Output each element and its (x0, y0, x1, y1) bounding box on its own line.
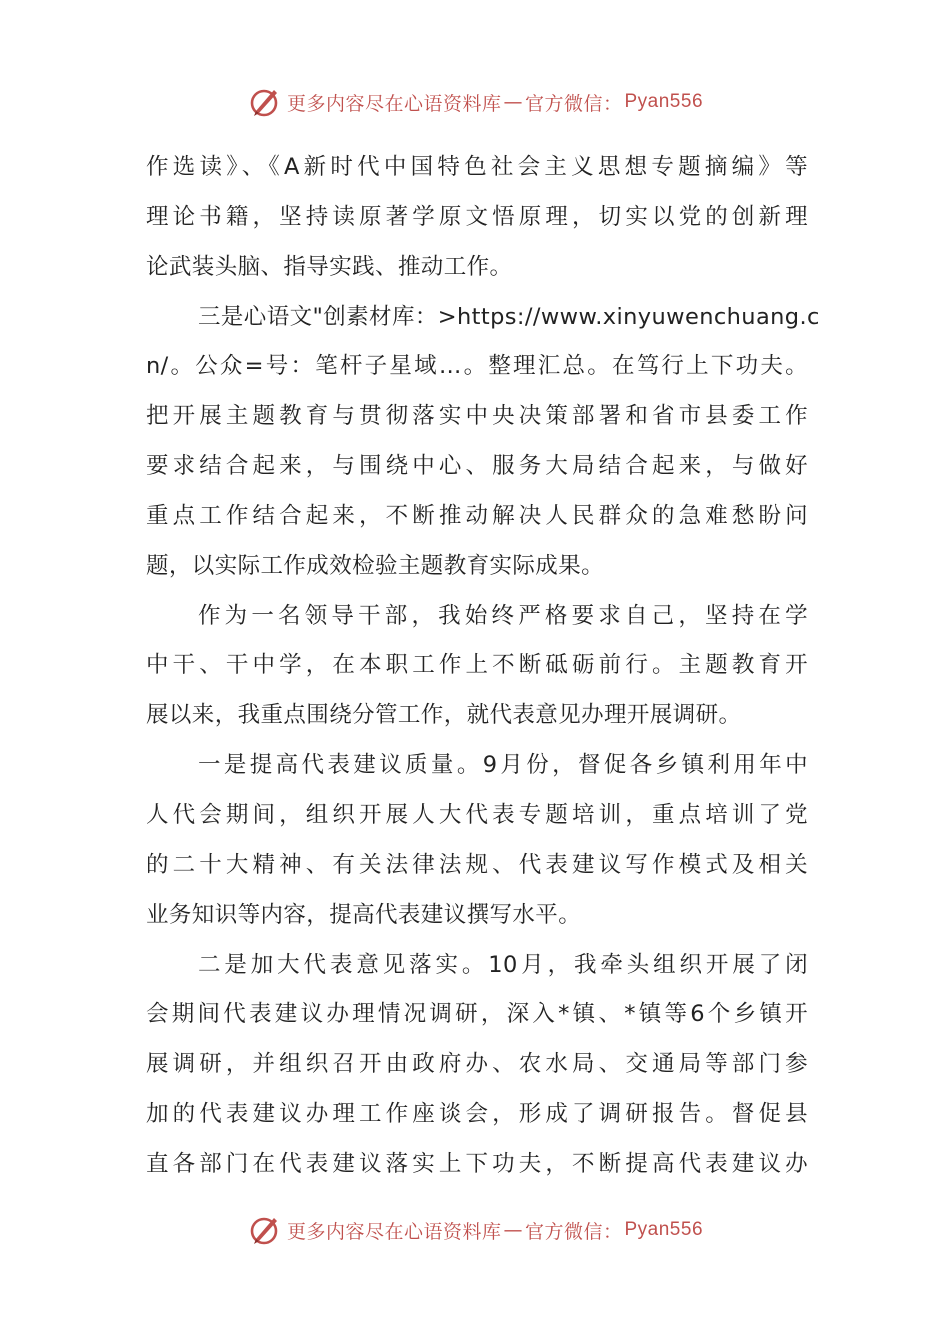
text-line: 展以来，我重点围绕分管工作，就代表意见办理开展调研。 (146, 702, 742, 729)
watermark-text: 更多内容尽在心语资料库 (286, 92, 502, 115)
text-line: 一是提高代表建议质量。9月份，督促各乡镇利用年中 (198, 752, 808, 779)
text-line: 直各部门在代表建议落实上下功夫，不断提高代表建议办 (146, 1150, 808, 1177)
text-line: 论武装头脑、指导实践、推动工作。 (146, 253, 513, 280)
text-line: n/。公众=号：笔杆子星域…。整理汇总。在笃行上下功夫。 (146, 353, 808, 380)
watermark-label: 官方微信： (524, 1220, 623, 1243)
watermark-separator: — (503, 1219, 523, 1241)
text-line: 的二十大精神、有关法律法规、代表建议写作模式及相关 (146, 851, 808, 878)
text-line: 要求结合起来，与围绕中心、服务大局结合起来，与做好 (146, 453, 808, 480)
text-line: 中干、干中学，在本职工作上不断砥砺前行。主题教育开 (146, 652, 808, 679)
text-line: 人代会期间，组织开展人大代表专题培训，重点培训了党 (146, 801, 808, 828)
header-watermark (0, 82, 950, 122)
text-line: 理论书籍，坚持读原著学原文悟原理，切实以党的创新理 (146, 203, 808, 230)
pen-logo-icon (247, 1212, 283, 1248)
text-line: 加的代表建议办理工作座谈会，形成了调研报告。督促县 (146, 1101, 808, 1128)
text-line: 作选读》、《A新时代中国特色社会主义思想专题摘编》等 (146, 154, 808, 180)
document-body (146, 143, 820, 1190)
text-line: 重点工作结合起来，不断推动解决人民群众的急难愁盼问 (146, 502, 808, 529)
text-line: 业务知识等内容，提高代表建议撰写水平。 (146, 901, 582, 928)
watermark-separator: — (503, 91, 523, 113)
pen-logo-icon (247, 84, 283, 120)
text-line: 三是心语文"创素材库：>https://www.xinyuwenchuang.c (198, 303, 820, 330)
text-line: 二是加大代表意见落实。10月，我牵头组织开展了闭 (198, 951, 808, 978)
text-line: 作为一名领导干部，我始终严格要求自己，坚持在学 (198, 602, 808, 629)
watermark-id: Pyan556 (624, 1219, 704, 1240)
text-line: 展调研，并组织召开由政府办、农水局、交通局等部门参 (146, 1051, 808, 1078)
text-line: 题，以实际工作成效检验主题教育实际成果。 (146, 552, 605, 579)
text-line: 把开展主题教育与贯彻落实中央决策部署和省市县委工作 (146, 403, 808, 430)
watermark-id: Pyan556 (624, 91, 704, 112)
watermark-label: 官方微信： (524, 92, 623, 115)
watermark-text: 更多内容尽在心语资料库 (286, 1220, 502, 1243)
text-line: 会期间代表建议办理情况调研，深入*镇、*镇等6个乡镇开 (146, 1001, 808, 1028)
footer-watermark (0, 1210, 950, 1250)
